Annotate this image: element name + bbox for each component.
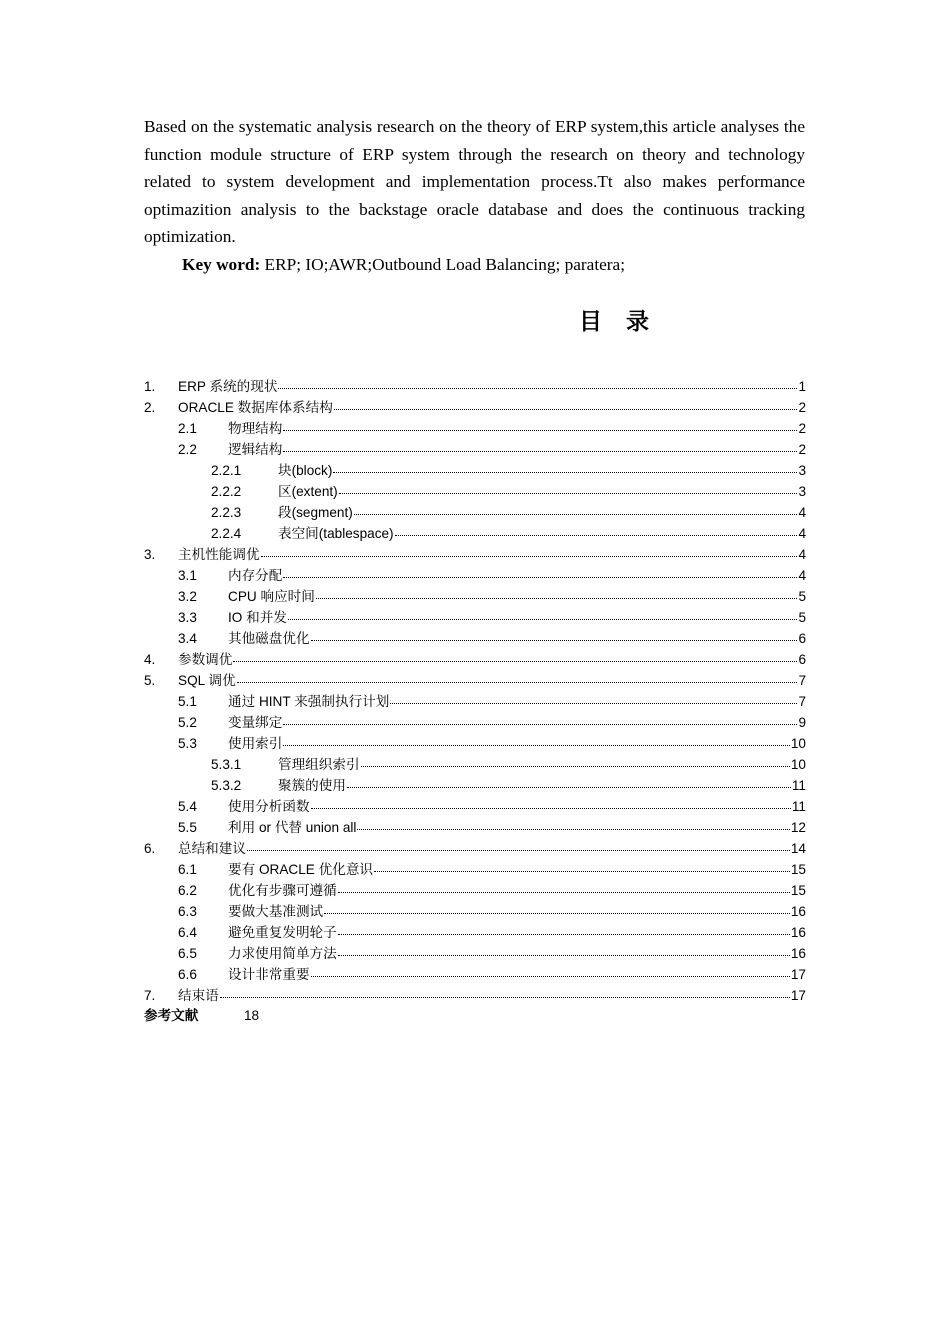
toc-entry[interactable] <box>144 649 806 670</box>
toc-entry[interactable] <box>144 670 806 691</box>
toc-entry-number: 5.3 <box>178 736 197 751</box>
toc-entry-page: 4 <box>798 526 806 541</box>
toc-entry-number: 5.5 <box>178 820 197 835</box>
toc-entry-page: 7 <box>798 673 806 688</box>
toc-leader-dots <box>288 619 798 620</box>
toc-entry-title: 管理组织索引 <box>278 757 360 772</box>
toc-entry-number: 2.2.1 <box>211 463 242 478</box>
toc-entry-page: 10 <box>790 736 806 751</box>
toc-entry[interactable] <box>144 460 806 481</box>
toc-entry-number: 3. <box>144 547 156 562</box>
toc-entry-page: 15 <box>790 862 806 877</box>
toc-entry-title: 参考文献 <box>144 1008 199 1023</box>
toc-leader-dots <box>338 934 790 935</box>
toc-entry-page: 16 <box>790 904 806 919</box>
toc-leader-dots <box>347 787 791 788</box>
toc-entry[interactable] <box>144 943 806 964</box>
toc-entry[interactable] <box>144 565 806 586</box>
toc-entry[interactable] <box>144 985 806 1006</box>
toc-entry[interactable] <box>144 523 806 544</box>
toc-entry-number: 2.2 <box>178 442 197 457</box>
toc-entry-number: 4. <box>144 652 156 667</box>
toc-leader-dots <box>354 514 798 515</box>
toc-entry-title: CPU 响应时间 <box>228 589 315 604</box>
toc-entry-number: 6.6 <box>178 967 197 982</box>
toc-leader-dots <box>278 388 797 389</box>
toc-entry-number: 2.2.2 <box>211 484 242 499</box>
toc-entry-number: 5.4 <box>178 799 197 814</box>
toc-leader-dots <box>390 703 797 704</box>
toc-leader-dots <box>261 556 798 557</box>
toc-entry-page: 16 <box>790 925 806 940</box>
toc-entry-title: ERP 系统的现状 <box>178 379 278 394</box>
toc-entry-title: 参数调优 <box>178 652 233 667</box>
toc-entry-page: 9 <box>798 715 806 730</box>
toc-entry-page: 12 <box>790 820 806 835</box>
toc-entry[interactable] <box>144 691 806 712</box>
toc-leader-dots <box>338 955 790 956</box>
toc-entry[interactable] <box>144 880 806 901</box>
toc-entry-page: 10 <box>790 757 806 772</box>
toc-entry-title: 优化有步骤可遵循 <box>228 883 337 898</box>
toc-entry-number: 5.2 <box>178 715 197 730</box>
toc-entry[interactable] <box>144 544 806 565</box>
toc-entry-page: 2 <box>798 421 806 436</box>
toc-entry[interactable] <box>144 838 806 859</box>
toc-leader-dots <box>283 430 797 431</box>
toc-title: 目录 <box>579 309 673 335</box>
toc-entry-number: 2.1 <box>178 421 197 436</box>
toc-entry-title: 其他磁盘优化 <box>228 631 310 646</box>
toc-entry-number: 6.1 <box>178 862 197 877</box>
toc-entry[interactable] <box>144 376 806 397</box>
toc-leader-dots <box>283 577 797 578</box>
toc-entry-title: 使用分析函数 <box>228 799 310 814</box>
toc-leader-dots <box>316 598 798 599</box>
toc-entry[interactable] <box>144 712 806 733</box>
toc-entry-page: 4 <box>798 568 806 583</box>
toc-entry-page: 16 <box>790 946 806 961</box>
toc-entry-number: 2.2.3 <box>211 505 242 520</box>
toc-entry-title: SQL 调优 <box>178 673 236 688</box>
toc-entry-number: 3.2 <box>178 589 197 604</box>
toc-entry-page: 5 <box>798 610 806 625</box>
toc-entry-page: 6 <box>798 631 806 646</box>
toc-entry[interactable] <box>144 964 806 985</box>
toc-entry-number: 5.3.2 <box>211 778 242 793</box>
toc-leader-dots <box>374 871 790 872</box>
toc-leader-dots <box>233 661 797 662</box>
toc-entry-number: 6.4 <box>178 925 197 940</box>
toc-entry-number: 2. <box>144 400 156 415</box>
toc-entry-references[interactable] <box>144 1005 259 1026</box>
toc-entry-page: 15 <box>790 883 806 898</box>
toc-entry-title: ORACLE 数据库体系结构 <box>178 400 333 415</box>
toc-entry-title: 要有 ORACLE 优化意识 <box>228 862 374 877</box>
toc-entry-page: 4 <box>798 505 806 520</box>
toc-entry-number: 6. <box>144 841 156 856</box>
toc-entry-title: 主机性能调优 <box>178 547 260 562</box>
toc-entry-page: 18 <box>244 1008 260 1023</box>
toc-leader-dots <box>324 913 790 914</box>
toc-leader-dots <box>220 997 790 998</box>
toc-entry-title: 变量绑定 <box>228 715 283 730</box>
toc-entry-title: 表空间(tablespace) <box>278 526 394 541</box>
toc-entry-page: 3 <box>798 484 806 499</box>
toc-entry-page: 2 <box>798 400 806 415</box>
toc-entry-title: 通过 HINT 来强制执行计划 <box>228 694 390 709</box>
toc-entry-title: 结束语 <box>178 988 219 1003</box>
toc-entry-title: 聚簇的使用 <box>278 778 346 793</box>
toc-leader-dots <box>237 682 798 683</box>
toc-leader-dots <box>283 724 797 725</box>
keywords-text: ERP; IO;AWR;Outbound Load Balancing; paratera; <box>260 255 626 274</box>
toc-leader-dots <box>357 829 789 830</box>
toc-entry[interactable] <box>144 481 806 502</box>
toc-entry[interactable] <box>144 397 806 418</box>
toc-entry-number: 3.4 <box>178 631 197 646</box>
toc-entry[interactable] <box>144 439 806 460</box>
toc-entry[interactable] <box>144 628 806 649</box>
toc-entry-page: 17 <box>790 967 806 982</box>
toc-leader-dots <box>334 409 798 410</box>
toc-entry[interactable] <box>144 859 806 880</box>
toc-entry-number: 5.3.1 <box>211 757 242 772</box>
toc-entry-title: 利用 or 代替 union all <box>228 820 357 835</box>
toc-entry-number: 6.5 <box>178 946 197 961</box>
abstract-paragraph: Based on the systematic analysis research on the theory of ERP system,this article analyses the function module structure of ERP system through the research on theory and technology related to system development and implementation process.Tt also makes performance optimazition analysis to the backstage oracle database and does the continuous tracking optimization. <box>144 117 805 247</box>
toc-entry-title: 逻辑结构 <box>228 442 283 457</box>
toc-entry[interactable] <box>144 922 806 943</box>
toc-entry[interactable] <box>144 796 806 817</box>
toc-leader-dots <box>395 535 798 536</box>
toc-leader-dots <box>311 808 791 809</box>
toc-entry-title: 总结和建议 <box>178 841 246 856</box>
toc-entry[interactable] <box>144 901 806 922</box>
keywords-line <box>182 251 805 279</box>
toc-entry-page: 11 <box>791 778 806 793</box>
toc-entry-title: 使用索引 <box>228 736 283 751</box>
toc-leader-dots <box>311 976 790 977</box>
toc-entry[interactable] <box>144 733 806 754</box>
toc-entry-number: 3.3 <box>178 610 197 625</box>
toc-leader-dots <box>338 892 790 893</box>
toc-entry-title: 内存分配 <box>228 568 283 583</box>
toc-entry-page: 17 <box>790 988 806 1003</box>
toc-entry-page: 11 <box>791 799 806 814</box>
toc-entry-number: 7. <box>144 988 156 1003</box>
toc-entry[interactable] <box>144 775 806 796</box>
toc-entry-number: 5. <box>144 673 156 688</box>
toc-leader-dots <box>361 766 790 767</box>
toc-leader-dots <box>311 640 798 641</box>
toc-entry-number: 1. <box>144 379 156 394</box>
toc-entry-page: 5 <box>798 589 806 604</box>
toc-entry-number: 6.3 <box>178 904 197 919</box>
toc-entry[interactable] <box>144 817 806 838</box>
toc-leader-dots <box>283 745 790 746</box>
toc-entry-title: 要做大基准测试 <box>228 904 324 919</box>
toc-entry-title: 块(block) <box>278 463 333 478</box>
toc-entry[interactable] <box>144 586 806 607</box>
toc-leader-dots <box>339 493 798 494</box>
toc-entry-number: 3.1 <box>178 568 197 583</box>
toc-entry[interactable] <box>144 607 806 628</box>
toc-entry-page: 7 <box>798 694 806 709</box>
toc-entry-number: 5.1 <box>178 694 197 709</box>
toc-entry[interactable] <box>144 502 806 523</box>
toc-entry-page: 4 <box>798 547 806 562</box>
toc-entry-number: 2.2.4 <box>211 526 242 541</box>
toc-entry-title: 设计非常重要 <box>228 967 310 982</box>
toc-entry-title: 段(segment) <box>278 505 353 520</box>
toc-leader-dots <box>333 472 797 473</box>
toc-entry-title: 力求使用简单方法 <box>228 946 337 961</box>
toc-entry-number: 6.2 <box>178 883 197 898</box>
toc-entry-title: 避免重复发明轮子 <box>228 925 337 940</box>
toc-entry-title: 物理结构 <box>228 421 283 436</box>
toc-entry-title: 区(extent) <box>278 484 338 499</box>
toc-entry[interactable] <box>144 754 806 775</box>
keywords-label: Key word: <box>182 255 261 274</box>
table-of-contents <box>144 376 806 1006</box>
toc-entry-page: 6 <box>798 652 806 667</box>
toc-entry-page: 2 <box>798 442 806 457</box>
toc-entry-page: 3 <box>798 463 806 478</box>
toc-entry[interactable] <box>144 418 806 439</box>
toc-leader-dots <box>247 850 790 851</box>
toc-entry-title: IO 和并发 <box>228 610 287 625</box>
toc-entry-page: 1 <box>798 379 806 394</box>
toc-entry-page: 14 <box>790 841 806 856</box>
toc-leader-dots <box>283 451 797 452</box>
